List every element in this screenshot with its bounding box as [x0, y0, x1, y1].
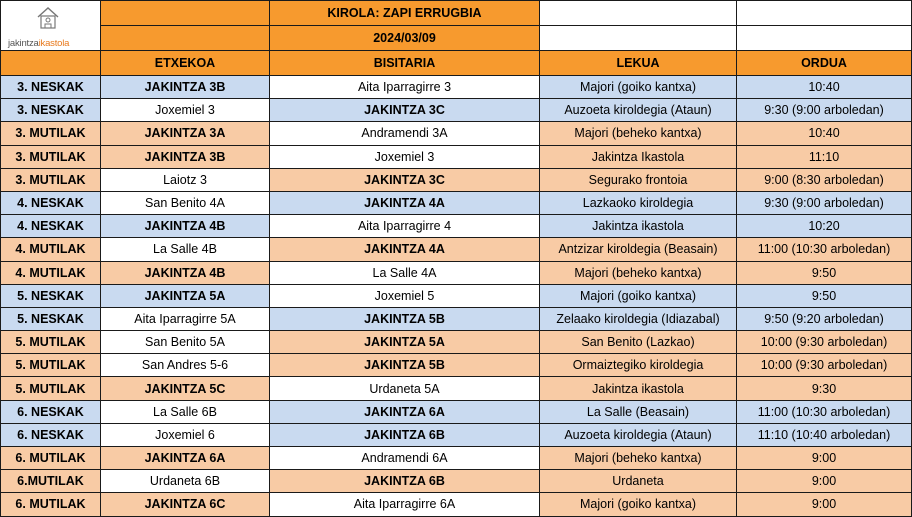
- table-row: [1, 191, 912, 214]
- place-cell: Jakintza Ikastola: [540, 145, 737, 168]
- category-cell: 3. MUTILAK: [1, 122, 101, 145]
- category-cell: 3. MUTILAK: [1, 168, 101, 191]
- home-team-cell: San Benito 5A: [101, 331, 270, 354]
- time-cell: 9:30 (9:00 arboledan): [737, 99, 912, 122]
- category-cell: 6. NESKAK: [1, 423, 101, 446]
- place-cell: Ormaiztegiko kiroldegia: [540, 354, 737, 377]
- home-team-cell: San Andres 5-6: [101, 354, 270, 377]
- home-team-cell: Laiotz 3: [101, 168, 270, 191]
- logo-part-2: ikastola: [38, 38, 70, 49]
- jakintza-logo: [1, 1, 101, 51]
- category-cell: 3. NESKAK: [1, 76, 101, 99]
- time-cell: 11:10 (10:40 arboledan): [737, 423, 912, 446]
- time-cell: 9:50: [737, 284, 912, 307]
- header-blank: [101, 26, 270, 51]
- page-title: KIROLA: ZAPI ERRUGBIA: [270, 1, 540, 26]
- time-cell: 10:40: [737, 76, 912, 99]
- time-cell: 9:50 (9:20 arboledan): [737, 307, 912, 330]
- table-row: [1, 423, 912, 446]
- home-team-cell: Joxemiel 3: [101, 99, 270, 122]
- visitor-team-cell: JAKINTZA 5B: [270, 354, 540, 377]
- place-cell: Jakintza ikastola: [540, 215, 737, 238]
- time-cell: 9:50: [737, 261, 912, 284]
- table-row: [1, 168, 912, 191]
- header-blank: [737, 26, 912, 51]
- column-header-time: ORDUA: [737, 51, 912, 76]
- house-logo-icon: [35, 5, 61, 31]
- visitor-team-cell: JAKINTZA 5A: [270, 331, 540, 354]
- table-row: [1, 238, 912, 261]
- table-row: [1, 76, 912, 99]
- table-row: [1, 377, 912, 400]
- logo-underline: [9, 50, 95, 51]
- category-cell: 5. MUTILAK: [1, 331, 101, 354]
- place-cell: Majori (goiko kantxa): [540, 76, 737, 99]
- time-cell: 9:00: [737, 493, 912, 516]
- home-team-cell: La Salle 6B: [101, 400, 270, 423]
- logo-wordmark: [8, 38, 69, 49]
- home-team-cell: JAKINTZA 3A: [101, 122, 270, 145]
- column-header-visitor: BISITARIA: [270, 51, 540, 76]
- home-team-cell: San Benito 4A: [101, 191, 270, 214]
- header-blank: [101, 1, 270, 26]
- category-cell: 6. MUTILAK: [1, 447, 101, 470]
- home-team-cell: JAKINTZA 5C: [101, 377, 270, 400]
- place-cell: Antzizar kiroldegia (Beasain): [540, 238, 737, 261]
- visitor-team-cell: JAKINTZA 4A: [270, 191, 540, 214]
- visitor-team-cell: Joxemiel 5: [270, 284, 540, 307]
- home-team-cell: JAKINTZA 5A: [101, 284, 270, 307]
- category-cell: 5. MUTILAK: [1, 377, 101, 400]
- home-team-cell: La Salle 4B: [101, 238, 270, 261]
- visitor-team-cell: JAKINTZA 3C: [270, 99, 540, 122]
- category-cell: 6. NESKAK: [1, 400, 101, 423]
- table-row: [1, 122, 912, 145]
- category-cell: 5. NESKAK: [1, 284, 101, 307]
- table-row: [1, 331, 912, 354]
- place-cell: Majori (beheko kantxa): [540, 447, 737, 470]
- table-row: [1, 493, 912, 516]
- time-cell: 9:00 (8:30 arboledan): [737, 168, 912, 191]
- category-cell: 3. MUTILAK: [1, 145, 101, 168]
- home-team-cell: JAKINTZA 3B: [101, 76, 270, 99]
- category-cell: 6.MUTILAK: [1, 470, 101, 493]
- header-blank: [540, 1, 737, 26]
- column-header-place: LEKUA: [540, 51, 737, 76]
- visitor-team-cell: Aita Iparragirre 6A: [270, 493, 540, 516]
- visitor-team-cell: Andramendi 6A: [270, 447, 540, 470]
- time-cell: 10:40: [737, 122, 912, 145]
- visitor-team-cell: La Salle 4A: [270, 261, 540, 284]
- place-cell: Zelaako kiroldegia (Idiazabal): [540, 307, 737, 330]
- place-cell: Majori (beheko kantxa): [540, 122, 737, 145]
- home-team-cell: JAKINTZA 4B: [101, 215, 270, 238]
- home-team-cell: JAKINTZA 6C: [101, 493, 270, 516]
- table-row: [1, 447, 912, 470]
- time-cell: 9:00: [737, 470, 912, 493]
- visitor-team-cell: JAKINTZA 4A: [270, 238, 540, 261]
- table-row: [1, 261, 912, 284]
- table-row: [1, 307, 912, 330]
- visitor-team-cell: Andramendi 3A: [270, 122, 540, 145]
- table-row: [1, 284, 912, 307]
- column-header-blank: [1, 51, 101, 76]
- place-cell: Segurako frontoia: [540, 168, 737, 191]
- place-cell: Urdaneta: [540, 470, 737, 493]
- table-row: [1, 145, 912, 168]
- place-cell: Majori (goiko kantxa): [540, 284, 737, 307]
- category-cell: 5. MUTILAK: [1, 354, 101, 377]
- place-cell: Jakintza ikastola: [540, 377, 737, 400]
- table-row: [1, 354, 912, 377]
- table-row: [1, 99, 912, 122]
- category-cell: 4. NESKAK: [1, 191, 101, 214]
- category-cell: 6. MUTILAK: [1, 493, 101, 516]
- place-cell: Majori (beheko kantxa): [540, 261, 737, 284]
- time-cell: 10:00 (9:30 arboledan): [737, 331, 912, 354]
- visitor-team-cell: Aita Iparragirre 3: [270, 76, 540, 99]
- logo-cell: [1, 1, 101, 51]
- visitor-team-cell: JAKINTZA 5B: [270, 307, 540, 330]
- time-cell: 9:30 (9:00 arboledan): [737, 191, 912, 214]
- home-team-cell: JAKINTZA 4B: [101, 261, 270, 284]
- place-cell: San Benito (Lazkao): [540, 331, 737, 354]
- category-cell: 4. MUTILAK: [1, 238, 101, 261]
- home-team-cell: Urdaneta 6B: [101, 470, 270, 493]
- visitor-team-cell: JAKINTZA 6A: [270, 400, 540, 423]
- table-row: [1, 470, 912, 493]
- visitor-team-cell: Joxemiel 3: [270, 145, 540, 168]
- visitor-team-cell: JAKINTZA 6B: [270, 423, 540, 446]
- category-cell: 3. NESKAK: [1, 99, 101, 122]
- time-cell: 9:30: [737, 377, 912, 400]
- time-cell: 11:00 (10:30 arboledan): [737, 238, 912, 261]
- place-cell: La Salle (Beasain): [540, 400, 737, 423]
- time-cell: 11:00 (10:30 arboledan): [737, 400, 912, 423]
- category-cell: 4. NESKAK: [1, 215, 101, 238]
- visitor-team-cell: JAKINTZA 3C: [270, 168, 540, 191]
- page-date: 2024/03/09: [270, 26, 540, 51]
- time-cell: 9:00: [737, 447, 912, 470]
- category-cell: 5. NESKAK: [1, 307, 101, 330]
- header-blank: [540, 26, 737, 51]
- time-cell: 11:10: [737, 145, 912, 168]
- time-cell: 10:20: [737, 215, 912, 238]
- visitor-team-cell: Aita Iparragirre 4: [270, 215, 540, 238]
- table-row: [1, 215, 912, 238]
- place-cell: Majori (goiko kantxa): [540, 493, 737, 516]
- visitor-team-cell: Urdaneta 5A: [270, 377, 540, 400]
- home-team-cell: JAKINTZA 6A: [101, 447, 270, 470]
- home-team-cell: JAKINTZA 3B: [101, 145, 270, 168]
- category-cell: 4. MUTILAK: [1, 261, 101, 284]
- place-cell: Auzoeta kiroldegia (Ataun): [540, 423, 737, 446]
- schedule-rows: [1, 76, 912, 517]
- table-row: [1, 400, 912, 423]
- logo-part-1: jakintza: [8, 38, 39, 49]
- header-blank: [737, 1, 912, 26]
- column-header-home: ETXEKOA: [101, 51, 270, 76]
- home-team-cell: Joxemiel 6: [101, 423, 270, 446]
- place-cell: Lazkaoko kiroldegia: [540, 191, 737, 214]
- visitor-team-cell: JAKINTZA 6B: [270, 470, 540, 493]
- home-team-cell: Aita Iparragirre 5A: [101, 307, 270, 330]
- place-cell: Auzoeta kiroldegia (Ataun): [540, 99, 737, 122]
- time-cell: 10:00 (9:30 arboledan): [737, 354, 912, 377]
